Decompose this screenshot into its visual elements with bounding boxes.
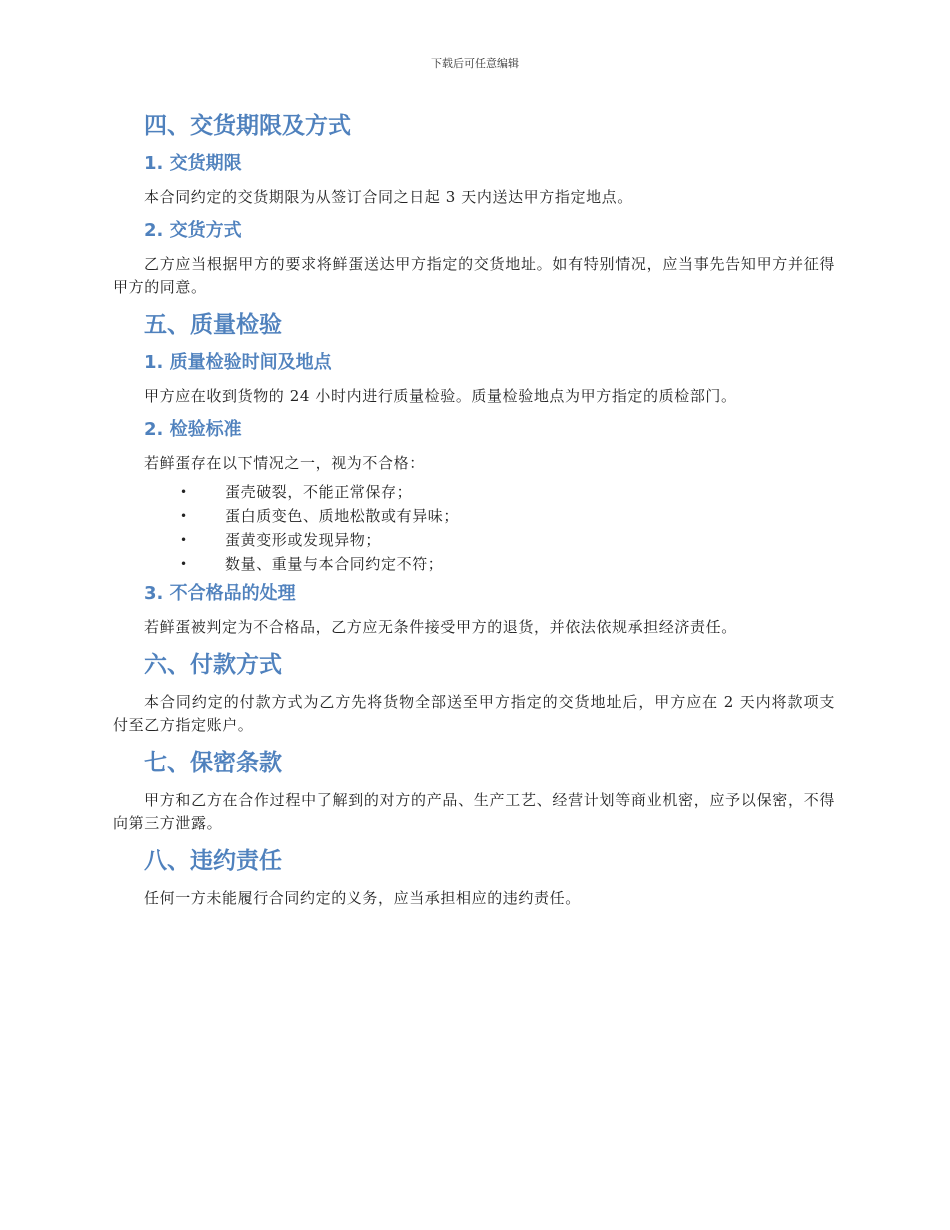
list-item-text: 蛋黄变形或发现异物； [225,531,382,549]
list-item-text: 数量、重量与本合同约定不符； [225,555,444,573]
paragraph-inspection-standard: 若鲜蛋存在以下情况之一，视为不合格： [144,454,425,472]
subheading-delivery-method: 2. 交货方式 [144,220,242,241]
list-item-text: 蛋壳破裂，不能正常保存； [225,483,413,501]
bullet-icon: • [180,557,188,571]
subheading-delivery-period: 1. 交货期限 [144,153,242,174]
bullet-icon: • [180,533,188,547]
section-heading-breach-liability: 八、违约责任 [144,848,282,874]
subheading-inspection-standard: 2. 检验标准 [144,419,242,440]
subheading-nonconforming-handling: 3. 不合格品的处理 [144,583,296,604]
list-item-text: 蛋白质变色、质地松散或有异味； [225,507,460,525]
list-item [113,504,835,528]
paragraph-confidentiality: 甲方和乙方在合作过程中了解到的对方的产品、生产工艺、经营计划等商业机密，应予以保密，不得向第三方泄露。 [113,791,835,832]
document-body [113,108,835,910]
header-note: 下载后可任意编辑 [431,57,519,70]
list-item [113,480,835,504]
list-item [113,528,835,552]
paragraph-inspection-time-place: 甲方应在收到货物的 24 小时内进行质量检验。质量检验地点为甲方指定的质检部门。 [144,387,737,405]
section-heading-quality-inspection: 五、质量检验 [144,312,282,338]
paragraph-delivery-method: 乙方应当根据甲方的要求将鲜蛋送达甲方指定的交货地址。如有特别情况，应当事先告知甲方并征得甲方的同意。 [113,255,835,296]
bullet-icon: • [180,485,188,499]
paragraph-nonconforming-handling: 若鲜蛋被判定为不合格品，乙方应无条件接受甲方的退货，并依法依规承担经济责任。 [144,618,737,636]
section-heading-delivery: 四、交货期限及方式 [144,113,351,139]
paragraph-delivery-period: 本合同约定的交货期限为从签订合同之日起 3 天内送达甲方指定地点。 [144,188,633,206]
bullet-icon: • [180,509,188,523]
paragraph-breach-liability: 任何一方未能履行合同约定的义务，应当承担相应的违约责任。 [144,889,581,907]
paragraph-payment: 本合同约定的付款方式为乙方先将货物全部送至甲方指定的交货地址后，甲方应在 2 天内将款项支付至乙方指定账户。 [113,693,835,734]
list-item [113,552,835,576]
subheading-inspection-time-place: 1. 质量检验时间及地点 [144,352,332,373]
section-heading-confidentiality: 七、保密条款 [144,750,282,776]
section-heading-payment: 六、付款方式 [144,652,282,678]
nonconformity-list [113,480,835,576]
